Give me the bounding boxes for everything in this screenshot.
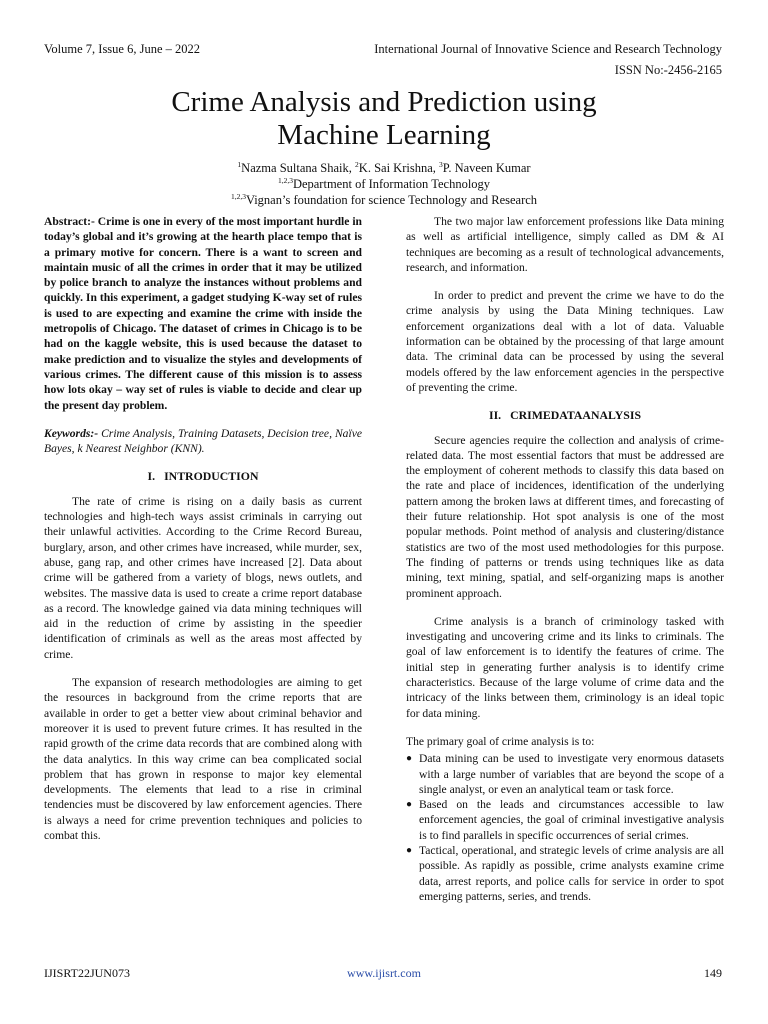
author-block <box>0 160 768 208</box>
author-name: Nazma Sultana Shaik, <box>241 161 356 175</box>
author-department <box>0 176 768 192</box>
intro-paragraph-2: The expansion of research methodologies are aiming to get the resources in background from the crime reports that are available in order to get a better view about criminal behavior and moreover it is used to prevent future crimes. It has resulted in the rapid growth of the crime data records that are combined along with the data analytics. In this way crime can bea complicated social problem that has grown in response to major key elemental developments. The elements that lead to a rise in criminal tendencies must be discovered by law enforcement agencies. There is always a need for crime prevention techniques and policies to combat this. <box>44 676 362 842</box>
right-column <box>406 214 724 904</box>
section-heading-introduction <box>44 469 362 484</box>
dept-text: Department of Information Technology <box>292 177 491 191</box>
paper-title-line1: Crime Analysis and Prediction using <box>171 86 597 118</box>
dept-sup: 1,2,3 <box>277 175 293 185</box>
right-paragraph-1: The two major law enforcement professions like Data mining as well as artificial intelligence, simply called as DM & AI techniques are becoming as a result of technological advancements, research, and information. <box>406 215 724 274</box>
section-heading-crime-data-analysis <box>406 408 724 423</box>
analysis-paragraph-1: Secure agencies require the collection and analysis of crime-related data. The most essential factors that must be addressed are the employment of coherent methods to classify this data based on the rate and place of incidences, identification of the underlying pattern among the broken laws at different times, and forecasting of their future relationship. Hot spot analysis is one of the most popular methods. Point method of analysis and clustering/distance statistics are two of the most used methodologies for this purpose. The finding of patterns or trends using techniques like as data mining, text mining, spatial, and self-organizing maps is another prominent approach. <box>406 433 724 600</box>
bullet-dot-icon: ● <box>406 753 413 765</box>
intro-paragraph-1: The rate of crime is rising on a daily basis as current technologies and high-tech ways assist criminals in carrying out their unlawful activities. According to the Crime Record Bureau, burglary, arson, and other crimes have increased, while murder, sex, abuse, gang rap, and other crimes have increased [2]. Data about crime will be gathered from a variety of blogs, news outlets, and websites. The massive data is used to create a crime report database as a record. The knowledge gained via data mining techniques will aid in the reduction of crime by assisting in the speedier identification of criminals as well as the areas most affected by crime. <box>44 494 362 661</box>
abstract-text: Crime is one in every of the most important hurdle in today’s global and it’s growing at the hearth place tempo that is a primary motive for concern. There is a want to screen and maintain music of all the crimes in order that it may be utilized by police branch to analyze the instances without problems and quickly. In this experiment, a gadget studying K-way set of rules is used to are expecting and examine the crime with inside the metropolis of Chicago. The dataset of crimes in Chicago is to be had on the kaggle website, this is used because the dataset to make prediction and to visualize the styles and developments of various crimes. The different cause of this mission is to assess how lots okay – way set of rules is viable to decide and clear up the present day problem. <box>44 215 362 412</box>
left-column <box>44 214 362 856</box>
section-number: II. <box>488 408 502 423</box>
right-paragraph-2: In order to predict and prevent the crime we have to do the crime analysis by using the Data Mining techniques. Law enforcement organizations deal with a lot of data. Valuable information can be obtained by the processing of that large amount data. The criminal data can be processed by using the several models offered by the law enforcement agencies in the perspective of preventing the crime. <box>406 289 724 394</box>
author-name: K. Sai Krishna, <box>358 161 439 175</box>
inst-sup: 1,2,3 <box>230 191 246 201</box>
bullet-dot-icon: ● <box>406 799 413 811</box>
keywords-text: Crime Analysis, Training Datasets, Decision tree, Naïve Bayes, k Nearest Neighbor (KNN). <box>44 426 362 456</box>
list-item <box>406 843 724 904</box>
abstract-label: Abstract:- <box>44 215 95 228</box>
author-sup: 2 <box>355 159 359 169</box>
journal-url-link[interactable]: www.ijisrt.com <box>347 966 421 980</box>
issn: ISSN No:-2456-2165 <box>614 63 722 77</box>
paper-title <box>0 86 768 152</box>
list-item <box>406 751 724 797</box>
author-sup: 1 <box>237 159 242 169</box>
list-item <box>406 797 724 843</box>
abstract <box>44 214 362 413</box>
author-name: P. Naveen Kumar <box>442 161 531 175</box>
keywords-label: Keywords:- <box>44 426 99 440</box>
list-item-text: Data mining can be used to investigate very enormous datasets with a large number of variables that are beyond the scope of a single analyst, or even an analytical team or task force. <box>419 752 724 796</box>
author-names <box>0 160 768 176</box>
author-sup: 3 <box>439 159 443 169</box>
goal-list <box>406 751 724 904</box>
paper-title-line2: Machine Learning <box>277 119 491 151</box>
section-title: CRIMEDATAANALYSIS <box>510 408 642 423</box>
paper-code: IJISRT22JUN073 <box>44 966 130 980</box>
journal-name: International Journal of Innovative Science and Research Technology <box>374 42 722 56</box>
keywords <box>44 426 362 457</box>
list-item-text: Based on the leads and circumstances accessible to law enforcement agencies, the goal of criminal investigative analysis is to find parallels in specific occurrences of serial crimes. <box>419 798 724 842</box>
goal-intro: The primary goal of crime analysis is to: <box>406 734 595 748</box>
list-item-text: Tactical, operational, and strategic levels of crime analysis are all possible. As rapidly as possible, crime analysts examine crime data, arrest reports, and police calls for service in order to spot emerging patterns, series, and trends. <box>419 843 724 903</box>
inst-text: Vignan’s foundation for science Technology and Research <box>245 193 538 207</box>
section-title: INTRODUCTION <box>164 469 259 484</box>
analysis-paragraph-2: Crime analysis is a branch of criminology tasked with investigating and uncovering crime and its links to criminals. The goal of law enforcement is to identify the features of crime. The initial step in generating further analysis is to identify crime characteristics. Because of the large volume of crime data and the intricacy of the links between them, criminology is an ideal topic for data mining. <box>406 614 724 720</box>
section-number: I. <box>147 469 156 484</box>
bullet-dot-icon: ● <box>406 844 413 856</box>
page-number: 149 <box>704 966 722 980</box>
author-institution <box>0 192 768 208</box>
volume-issue: Volume 7, Issue 6, June – 2022 <box>44 42 201 56</box>
